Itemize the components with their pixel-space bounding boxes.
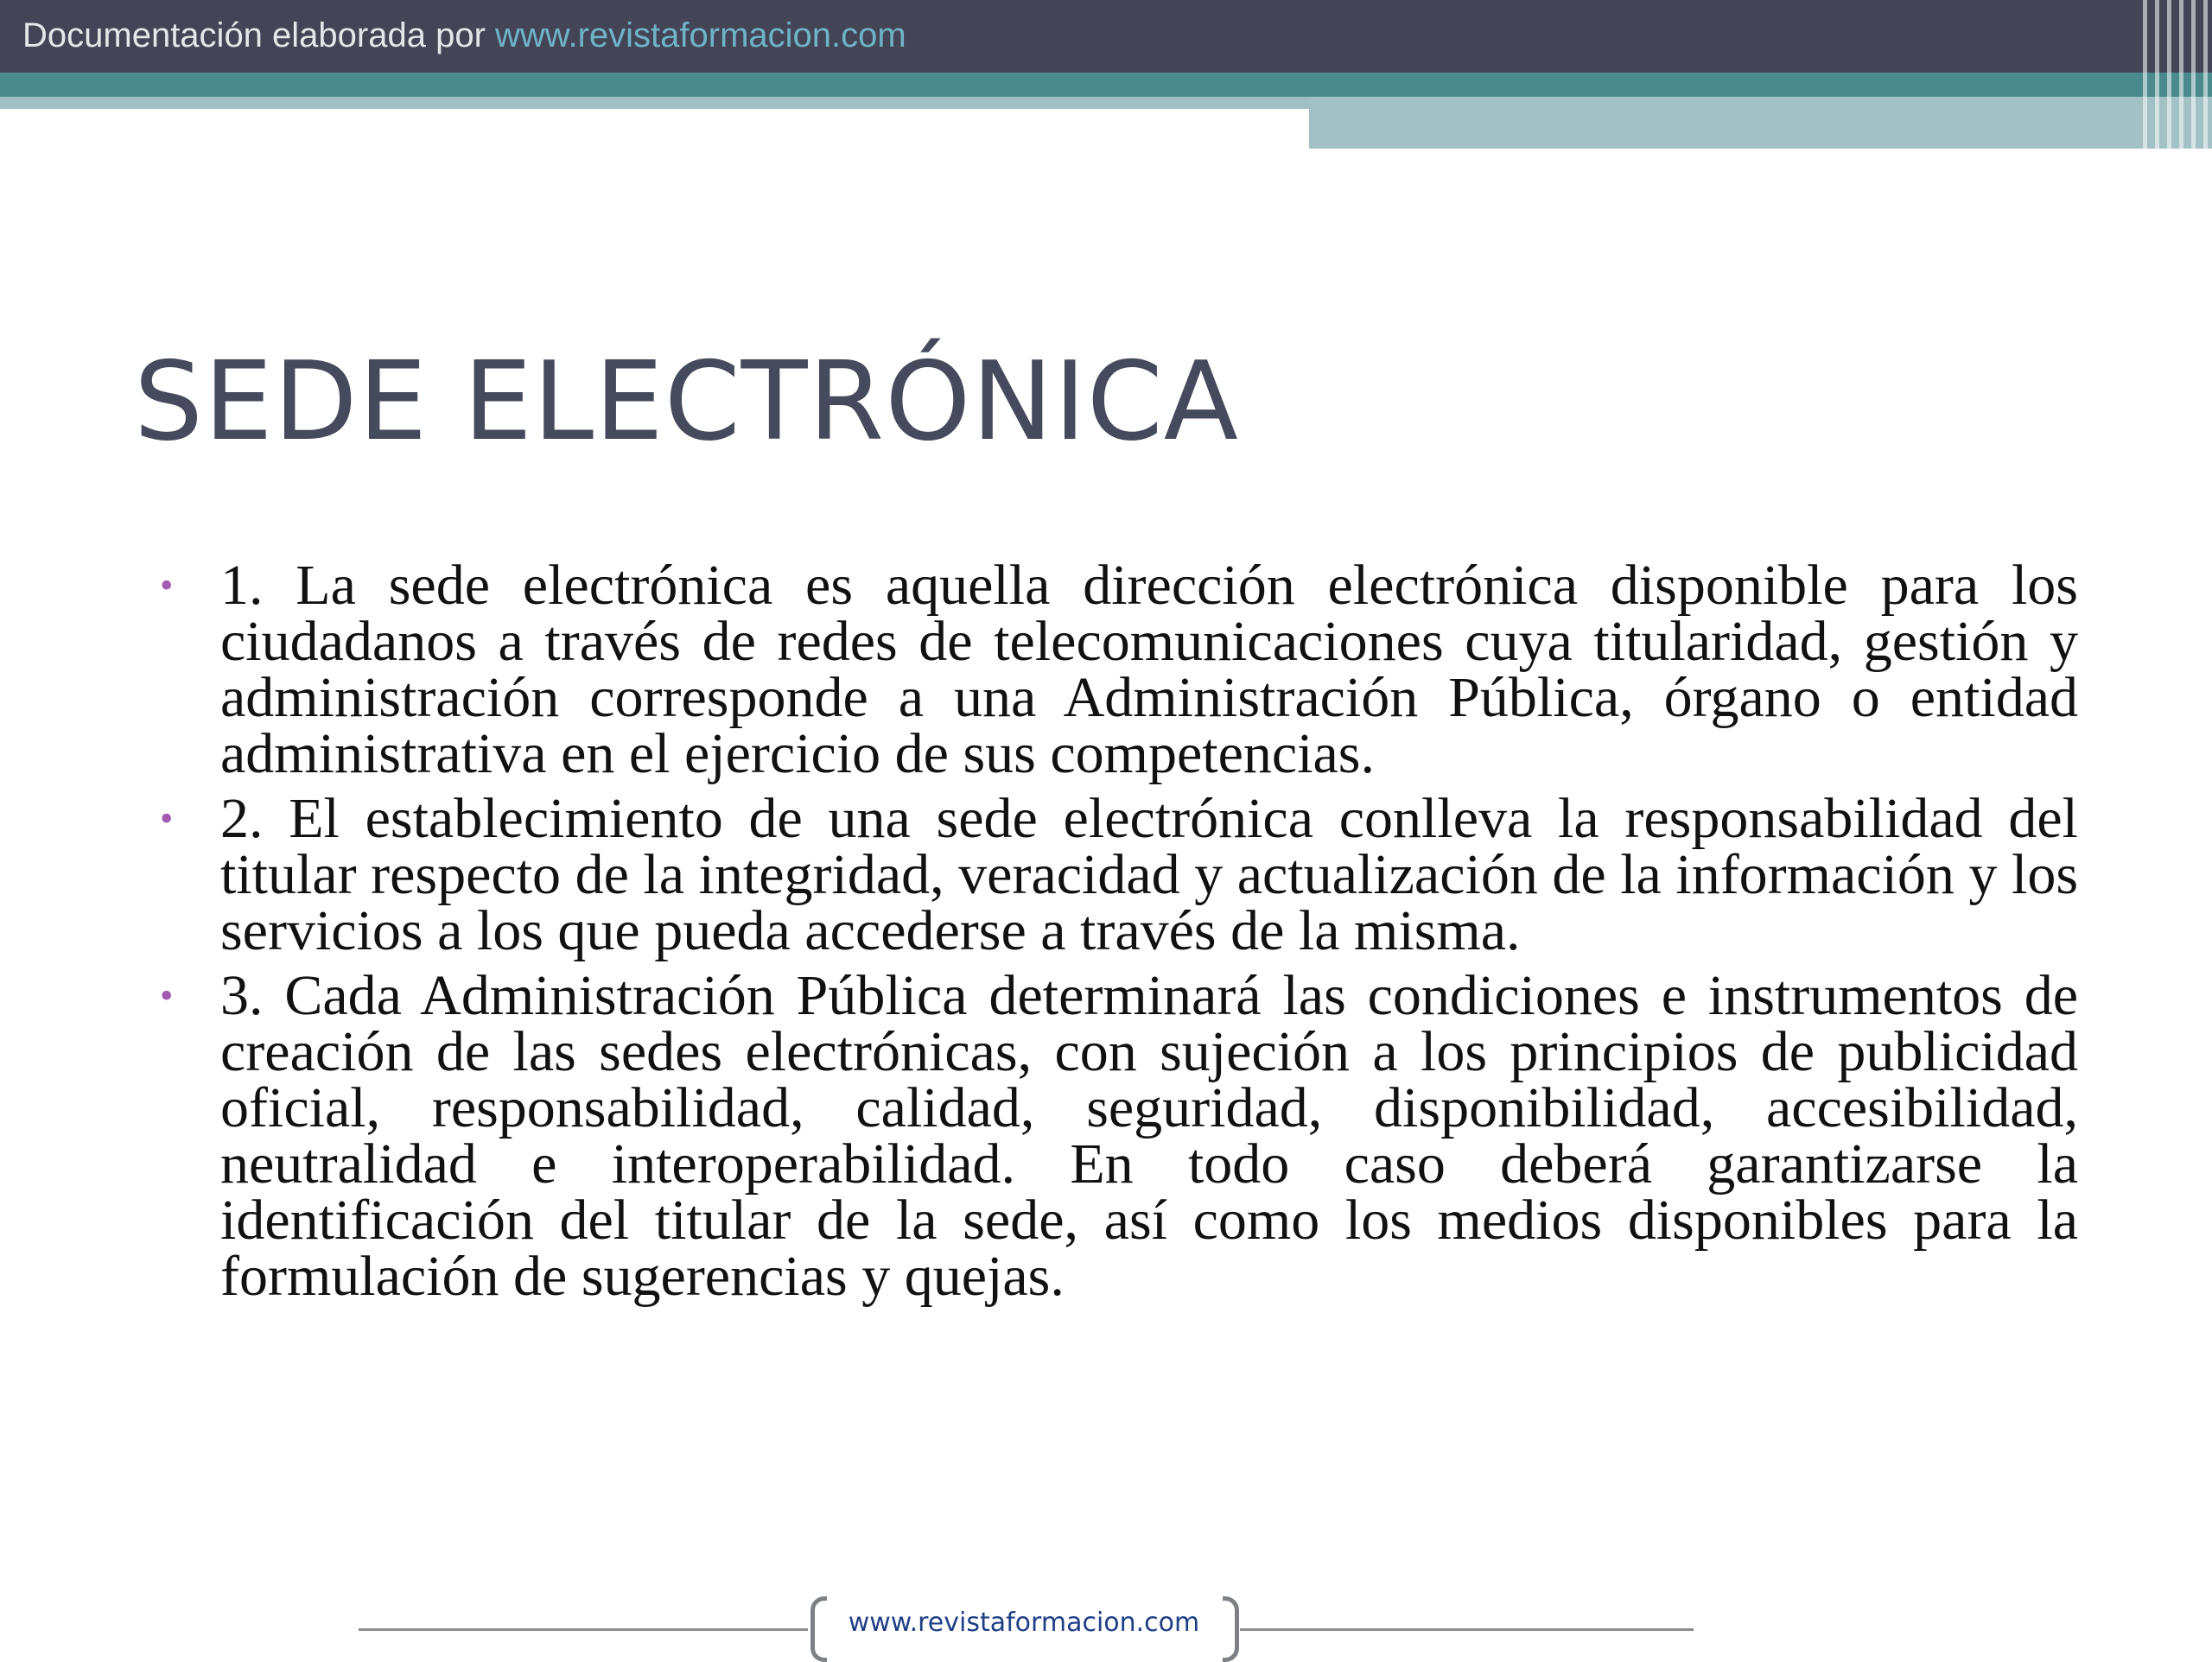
footer-rule-right [1240, 1628, 1694, 1631]
list-item-text: 1. La sede electrónica es aquella dirección electrónica disponible para los ciudadanos a través de redes de telecomunicaciones cuya titularidad, gestión y administración corresponde a una Administración Pública, órgano o entidad administrativa en el ejercicio de sus competencias. [220, 554, 2078, 785]
list-item-text: 2. El establecimiento de una sede electrónica conlleva la responsabilidad del titular respecto de la integridad, veracidad y actualización de la información y los servicios a los que pueda accederse a través de la misma. [220, 787, 2078, 962]
bullet-icon: • [160, 974, 174, 1017]
header-light-block [1309, 97, 2212, 149]
list-item [160, 964, 2078, 1308]
footer-bracket-right [1223, 1596, 1239, 1662]
header-stripes [2143, 0, 2212, 149]
footer-link[interactable]: www.revistaformacion.com [848, 1608, 1200, 1638]
header-credit [22, 14, 906, 57]
header-light-bar [0, 97, 1309, 109]
list-item-text: 3. Cada Administración Pública determinará las condiciones e instrumentos de creación de las sedes electrónicas, con sujeción a los principios de publicidad oficial, responsabilidad, calidad, seguridad, disponibilidad, accesibilidad, neutralidad e interoperabilidad. En todo caso deberá garantizarse la identificación del titular de la sede, así como los medios disponibles para la formulación de sugerencias y quejas. [220, 964, 2078, 1308]
header-credit-link[interactable]: www.revistaformacion.com [495, 16, 906, 54]
footer-bracket-left [810, 1596, 827, 1662]
list-item [160, 787, 2078, 962]
list-item [160, 554, 2078, 785]
header-accent-bar [0, 73, 2212, 97]
content-list [160, 554, 2078, 1313]
header-credit-text: Documentación elaborada por [22, 16, 486, 54]
bullet-icon: • [160, 564, 174, 606]
footer-rule-left [359, 1628, 808, 1631]
bullet-icon: • [160, 797, 174, 840]
slide-title: SEDE ELECTRÓNICA [134, 338, 1239, 465]
